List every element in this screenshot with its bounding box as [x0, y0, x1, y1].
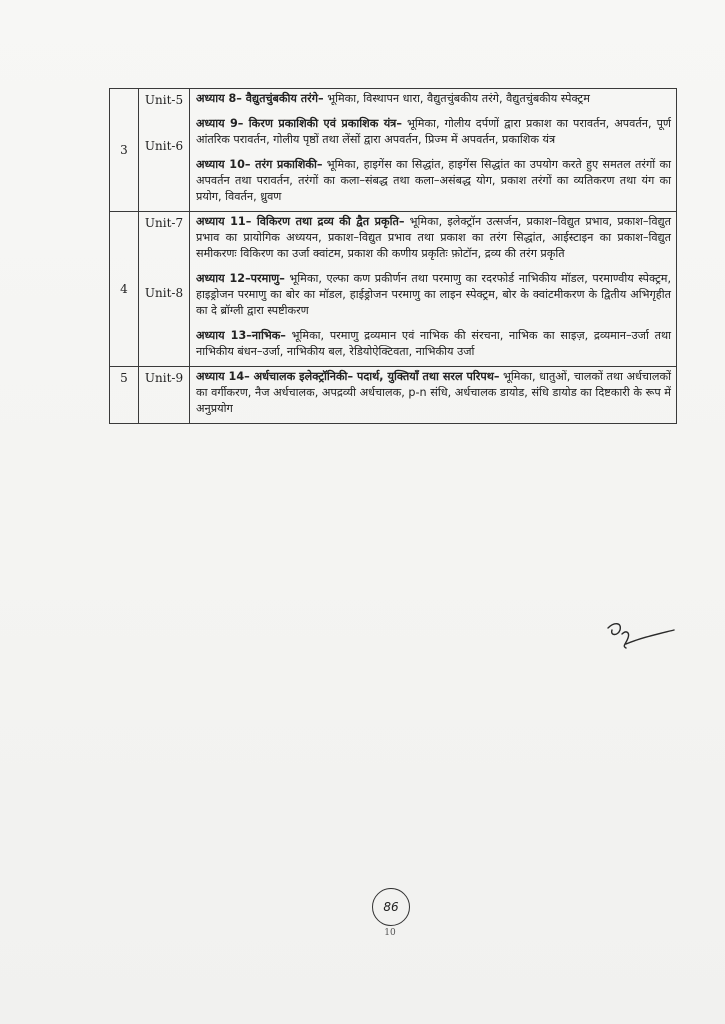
page-stamp: 86 — [372, 888, 410, 926]
signature-mark — [600, 610, 680, 660]
chapter-heading: अध्याय 12–परमाणु– — [196, 272, 285, 285]
chapter-text: भूमिका, हाइगेंस का सिद्धांत, हाइगेंस सिद्धांत का उपयोग करते हुए समतल तरंगों का अपवर्तन तथा परावर्तन, तरंगों का कला–संबद्ध तथा कला–असंबद्ध योग, प्रकाश तरंगों का व्यतिकरण तथा यंग का प्रयोग, विवर्तन, ध्रुवण — [196, 158, 671, 203]
chapter-text: भूमिका, धातुओं, चालकों तथा अर्धचालकों का वर्गीकरण, नैज अर्धचालक, अपद्रव्यी अर्धचालक, p-n संधि, अर्धचालक डायोड, संधि डायोड का दिष्टकारी के रूप में अनुप्रयोग — [196, 370, 671, 415]
chapter-text: भूमिका, परमाणु द्रव्यमान एवं नाभिक की संरचना, नाभिक का साइज़, द्रव्यमान–उर्जा तथा नाभिकीय बंधन–उर्जा, नाभिकीय बल, रेडियोऐक्टिवता, नाभिकीय उर्जा — [196, 329, 671, 358]
chapter-paragraph — [196, 116, 671, 148]
content-cell — [190, 89, 677, 212]
chapter-paragraph — [196, 271, 671, 319]
unit-cell — [139, 367, 190, 424]
page-number: 10 — [384, 928, 396, 938]
chapter-text: भूमिका, विस्थापन धारा, वैद्युतचुंबकीय तरंगे, वैद्युतचुंबकीय स्पेक्ट्रम — [323, 92, 590, 105]
chapter-text: भूमिका, गोलीय दर्पणों द्वारा प्रकाश का परावर्तन, अपवर्तन, पूर्ण आंतरिक परावर्तन, गोलीय पृष्ठों तथा लेंसों द्वारा अपवर्तन, प्रिज्म में अपवर्तन, प्रकाशिक यंत्र — [196, 117, 672, 146]
serial-number: 3 — [110, 89, 139, 212]
chapter-paragraph — [196, 214, 671, 262]
table-row — [110, 212, 677, 367]
chapter-paragraph — [196, 91, 671, 107]
chapter-heading: अध्याय 14– अर्धचालक इलेक्ट्रॉनिकी– पदार्थ, युक्तियाँ तथा सरल परिपथ– — [196, 370, 500, 383]
unit-label: Unit-9 — [144, 371, 184, 385]
chapter-text: भूमिका, एल्फा कण प्रकीर्णन तथा परमाणु का रदरफोर्ड नाभिकीय मॉडल, परमाण्वीय स्पेक्ट्रम, हाइड्रोजन परमाणु का बोर का मॉडल, हाईड्रोजन परमाणु का लाइन स्पेक्ट्रम, बोर के क्वांटमीकरण के द्वितीय अभिगृहीत का दे ब्रॉग्ली द्वारा स्पष्टीकरण — [196, 272, 671, 317]
syllabus-table — [109, 88, 677, 424]
unit-label: Unit-5 — [144, 93, 184, 107]
unit-cell — [139, 89, 190, 212]
chapter-heading: अध्याय 11– विकिरण तथा द्रव्य की द्वैत प्रकृति– — [196, 215, 405, 228]
chapter-paragraph — [196, 157, 671, 205]
table-row — [110, 89, 677, 212]
chapter-heading: अध्याय 8– वैद्युतचुंबकीय तरंगे– — [196, 92, 324, 105]
chapter-paragraph — [196, 328, 671, 360]
chapter-heading: अध्याय 13–नाभिक– — [196, 329, 286, 342]
unit-label: Unit-6 — [144, 139, 184, 153]
chapter-heading: अध्याय 10– तरंग प्रकाशिकी– — [196, 158, 323, 171]
chapter-text: भूमिका, इलेक्ट्रॉन उत्सर्जन, प्रकाश–विद्युत प्रभाव, प्रकाश–विद्युत प्रभाव का प्रायोगिक अध्ययन, प्रकाश–विद्युत प्रभाव तथा प्रकाश का तरंग सिद्धांत, आईस्टाइन का प्रकाश–विद्युत समीकरणः विकिरण का उर्जा क्वांटम, प्रकाश की कणीय प्रकृतिः फ़ोटॉन, द्रव्य की तरंग प्रकृति — [196, 215, 671, 260]
handwritten-signature — [600, 610, 680, 664]
content-cell — [190, 367, 677, 424]
unit-label: Unit-8 — [144, 286, 184, 300]
unit-cell — [139, 212, 190, 367]
unit-label: Unit-7 — [144, 216, 184, 230]
chapter-heading: अध्याय 9– किरण प्रकाशिकी एवं प्रकाशिक यंत्र– — [196, 117, 402, 130]
content-cell — [190, 212, 677, 367]
chapter-paragraph — [196, 369, 671, 417]
serial-number: 5 — [110, 367, 139, 424]
table-row — [110, 367, 677, 424]
serial-number: 4 — [110, 212, 139, 367]
